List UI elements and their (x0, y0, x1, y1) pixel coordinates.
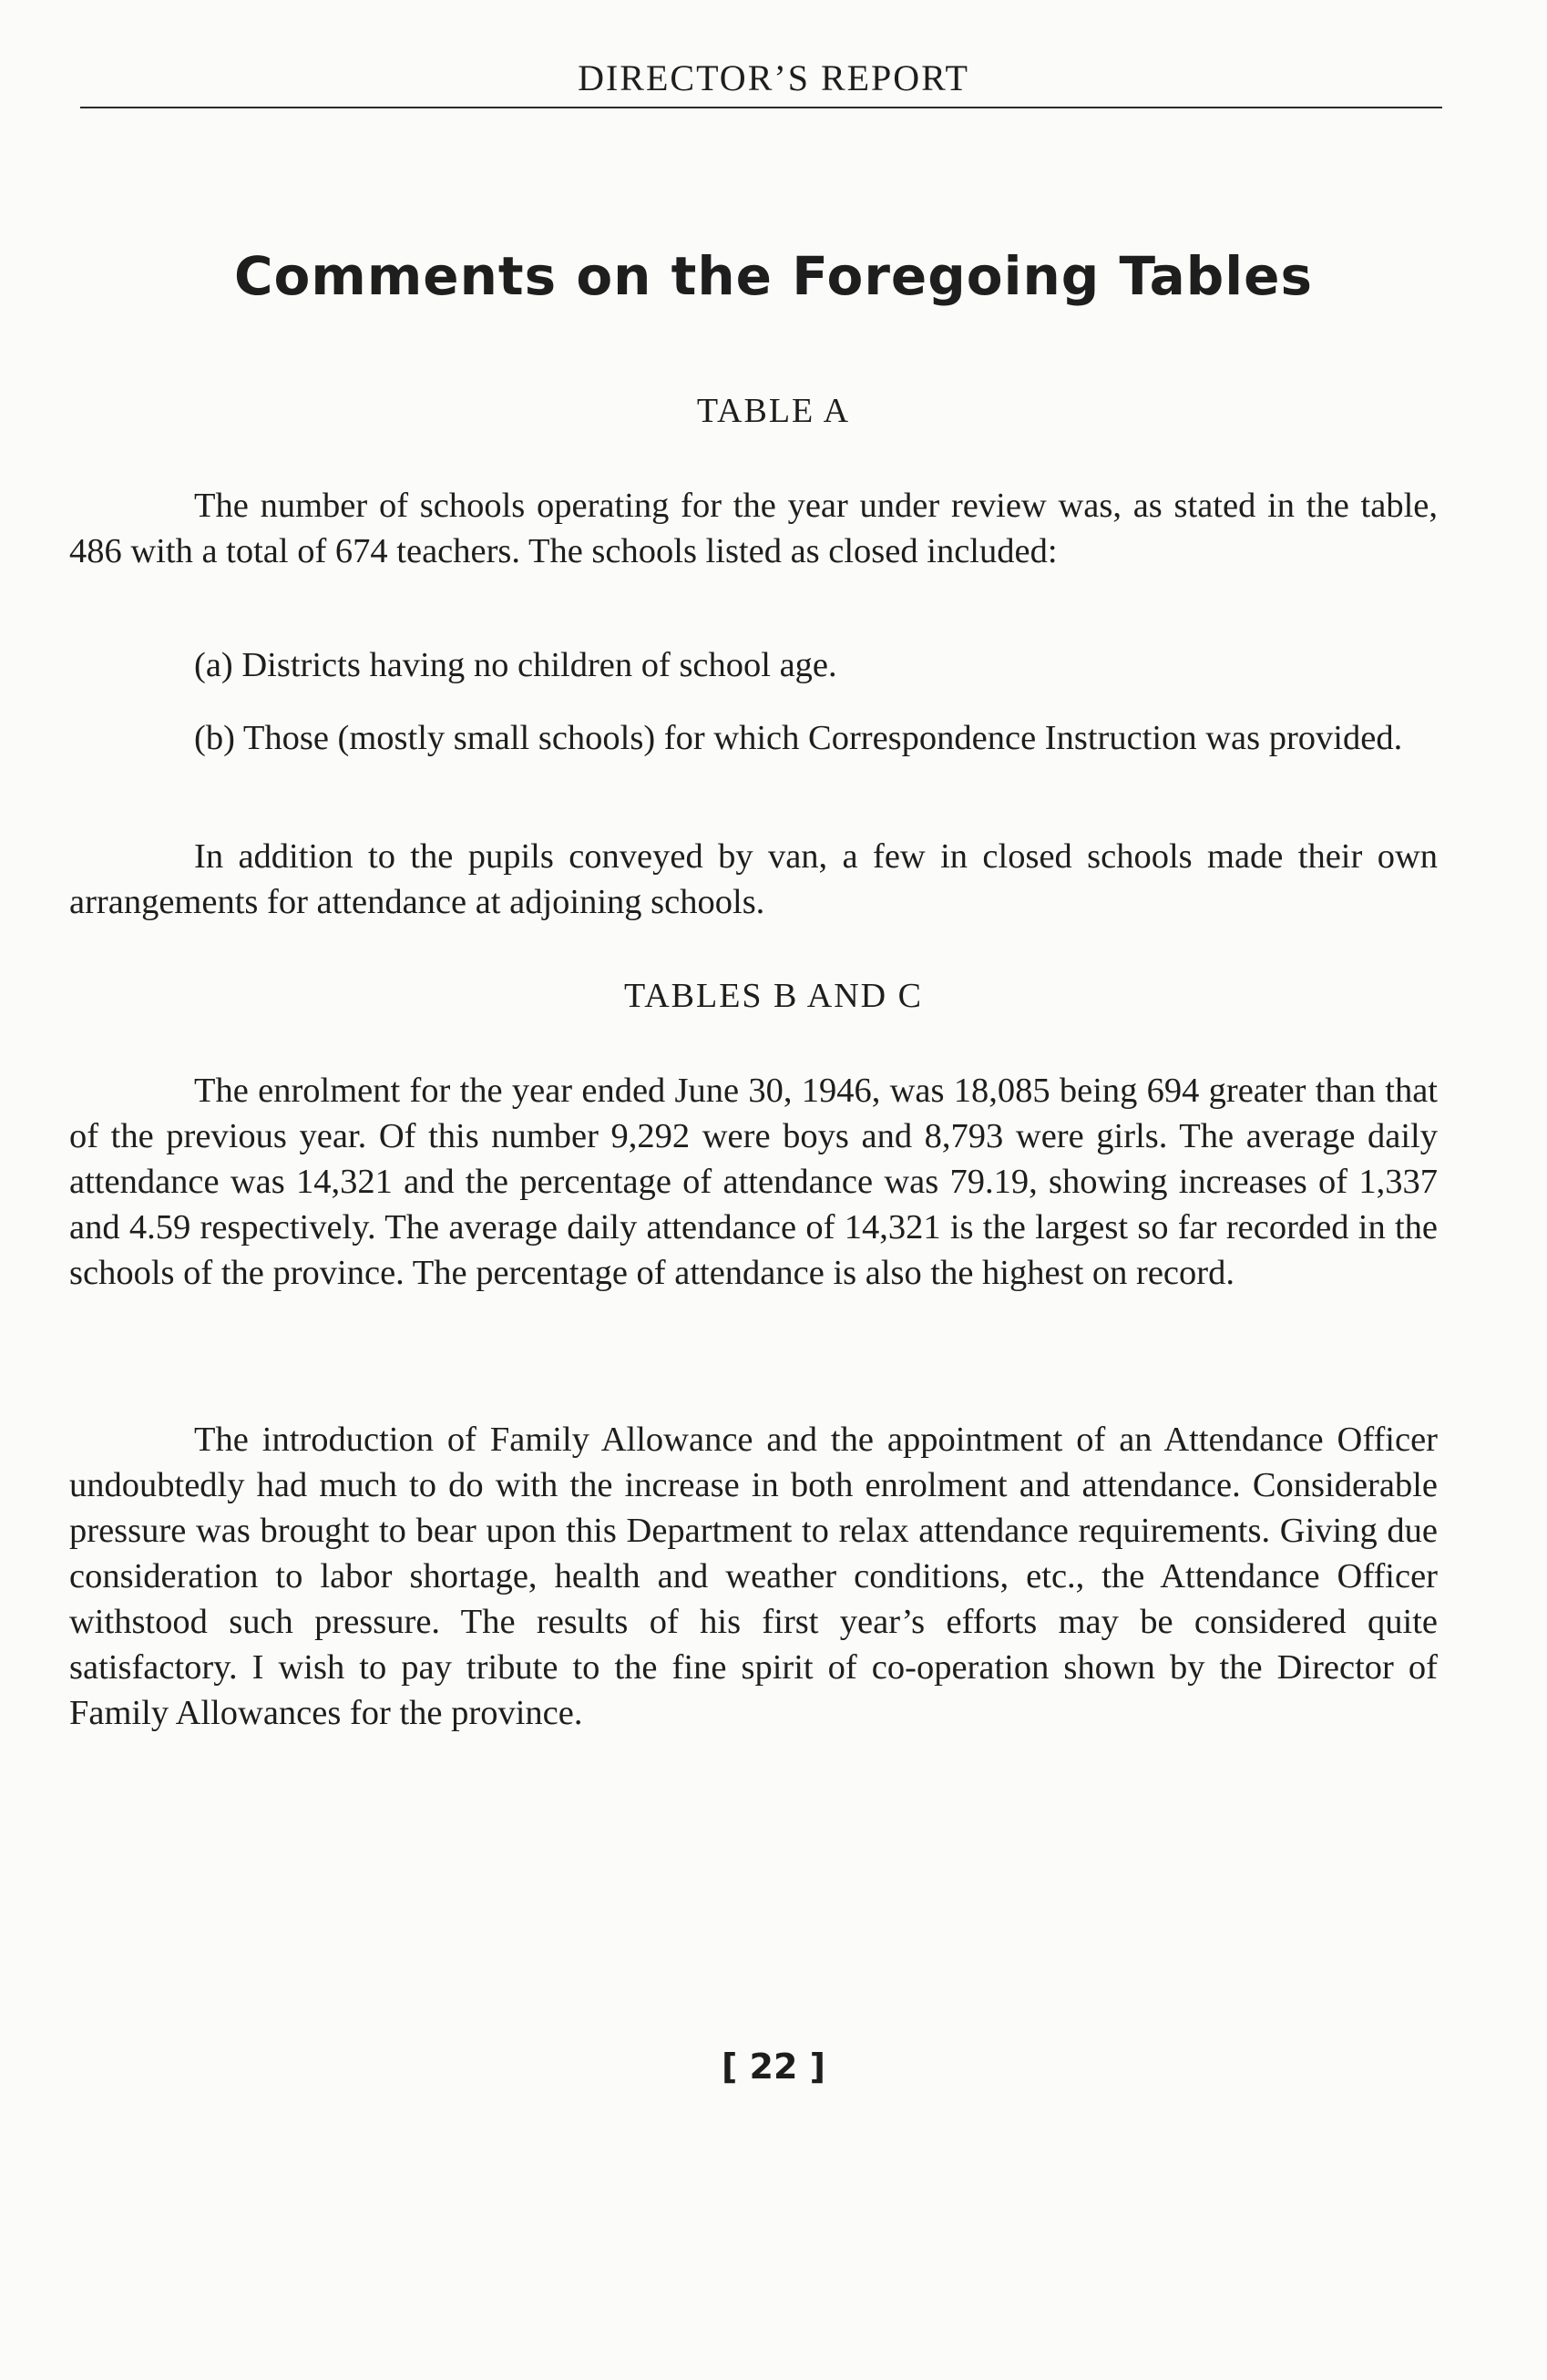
paragraph-conveyed-pupils: In addition to the pupils conveyed by van, a few in closed schools made their own arrangements for attendance at adjoining schools. (69, 837, 1438, 921)
section-heading-table-a: TABLE A (696, 392, 851, 430)
paragraph-enrolment: The enrolment for the year ended June 30, 1946, was 18,085 being 694 greater than that of the previous year. Of this number 9,292 were boys and 8,793 were girls. The average daily attendance was 14,321 and the percentage of attendance was 79.19, showing increases of 1,337 and 4.59 respectively. The average daily attendance of 14,321 is the largest so far recorded in the schools of the province. The percentage of attendance is also the highest on record. (69, 1072, 1438, 1292)
page-number: [ 22 ] (721, 2047, 826, 2087)
running-head: DIRECTOR’S REPORT (578, 57, 969, 98)
page-title: Comments on the Foregoing Tables (233, 245, 1313, 307)
list-item-a: (a) Districts having no children of school age. (194, 646, 837, 684)
header-rule (80, 107, 1442, 108)
list-item-b: (b) Those (mostly small schools) for which Correspondence Instruction was provided. (194, 719, 1403, 757)
section-heading-tables-b-c: TABLES B AND C (624, 977, 923, 1015)
paragraph-schools-operating: The number of schools operating for the year under review was, as stated in the table, 486 with a total of 674 teachers. The schools listed as closed included: (69, 487, 1438, 570)
paragraph-family-allowance: The introduction of Family Allowance and the appointment of an Attendance Officer undoubtedly had much to do with the increase in both enrolment and attendance. Considerable pressure was brought to bear upon this Department to relax attendance requirements. Giving due consideration to labor shortage, health and weather conditions, etc., the Attendance Officer withstood such pressure. The results of his first year’s efforts may be considered quite satisfactory. I wish to pay tribute to the fine spirit of co-operation shown by the Director of Family Allowances for the province. (69, 1421, 1438, 1732)
